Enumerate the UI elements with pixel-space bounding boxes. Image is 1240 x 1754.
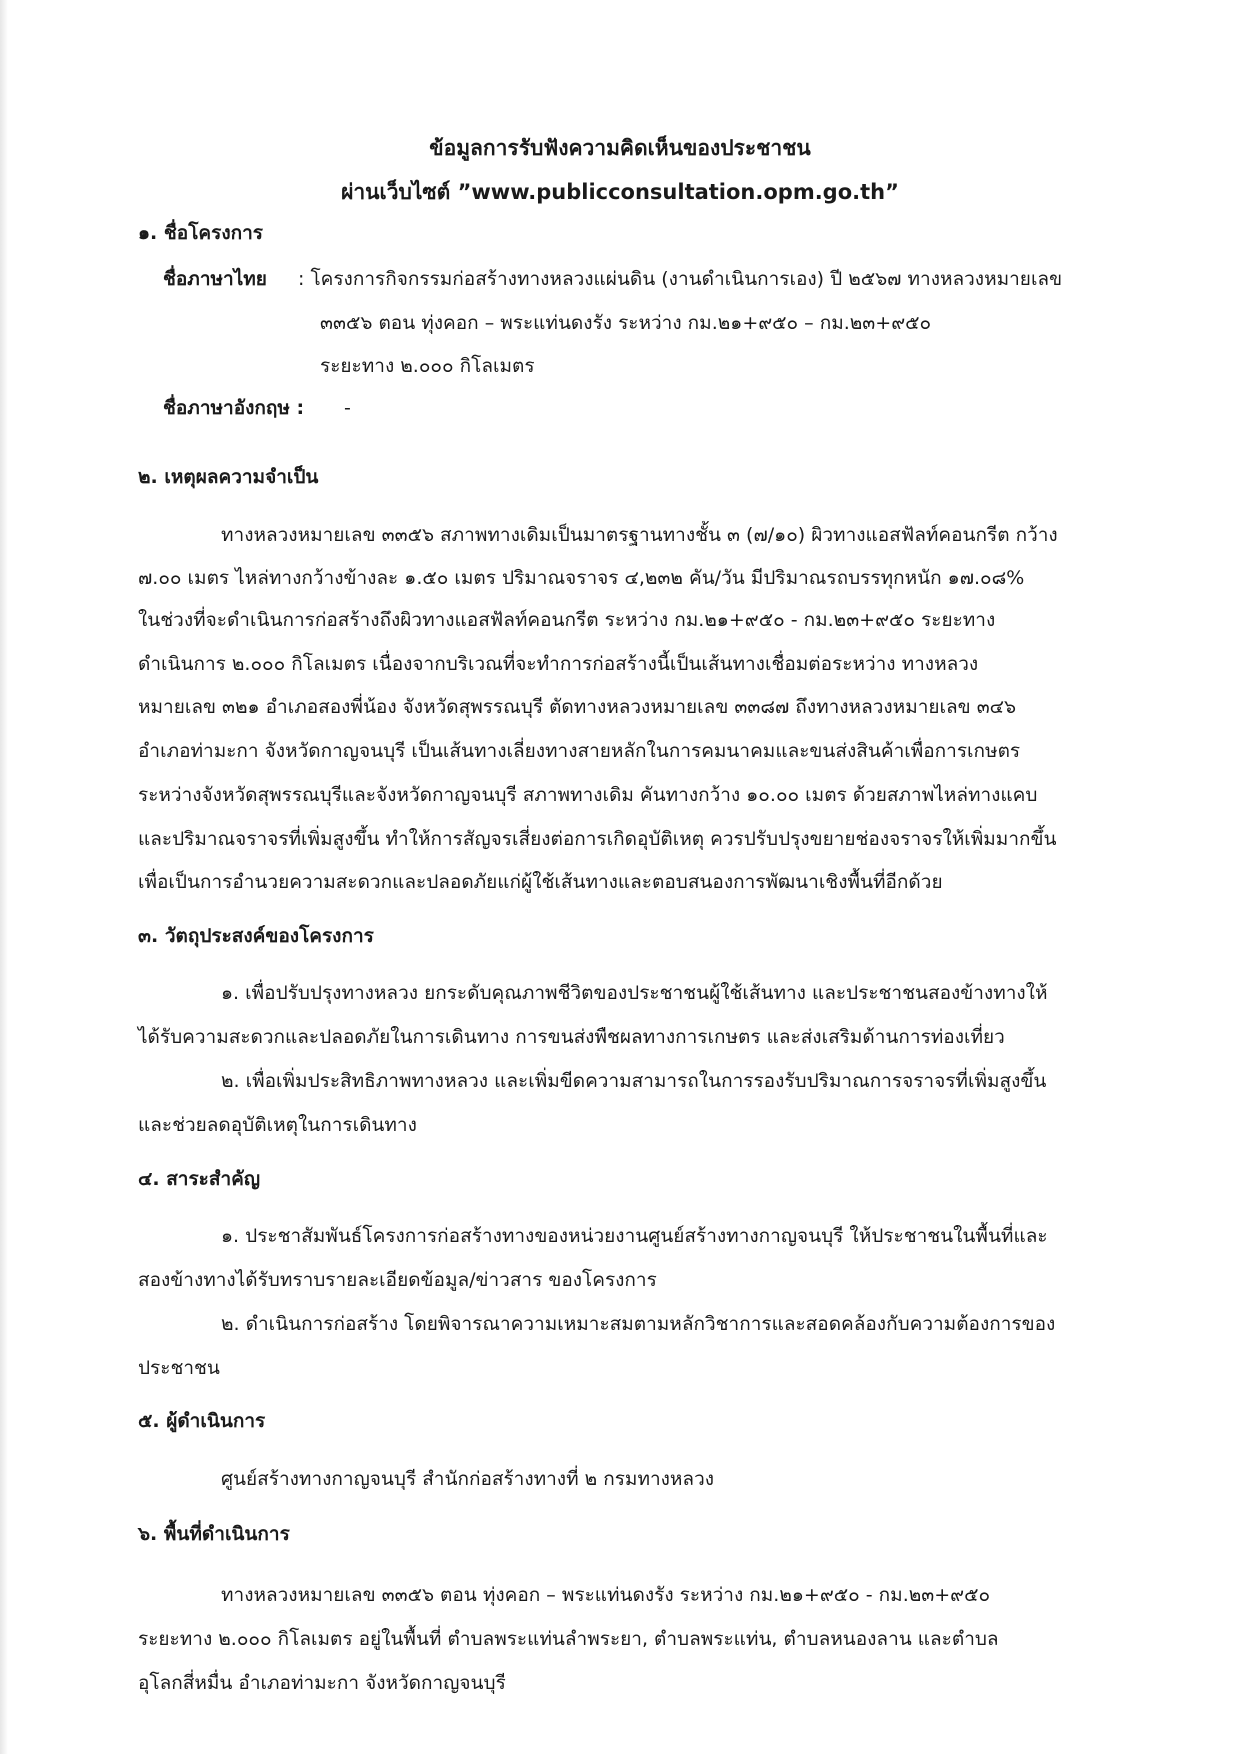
paragraph-line: อุโลกสี่หมื่น อำเภอท่ามะกา จังหวัดกาญจนบุรี bbox=[138, 1672, 506, 1694]
english-name-value: - bbox=[344, 397, 351, 419]
section-3-heading: ๓. วัตถุประสงค์ของโครงการ bbox=[138, 925, 374, 947]
paragraph-line: ๑. ประชาสัมพันธ์โครงการก่อสร้างทางของหน่วยงานศูนย์สร้างทางกาญจนบุรี ให้ประชาชนในพื้นที่และ bbox=[221, 1225, 1048, 1247]
paragraph-line: สองข้างทางได้รับทราบรายละเอียดข้อมูล/ข่าวสาร ของโครงการ bbox=[138, 1269, 657, 1291]
paragraph-line: ๗.๐๐ เมตร ไหล่ทางกว้างข้างละ ๑.๕๐ เมตร ปริมาณจราจร ๔,๒๓๒ คัน/วัน มีปริมาณรถบรรทุกหนัก ๑๗.๐๘% bbox=[138, 567, 1025, 589]
paragraph-line: ๒. เพื่อเพิ่มประสิทธิภาพทางหลวง และเพิ่มขีดความสามารถในการรองรับปริมาณการจราจรที่เพิ่มสูงขึ้น bbox=[221, 1070, 1047, 1092]
section-1-heading: ๑. ชื่อโครงการ bbox=[138, 222, 263, 244]
scan-edge-shadow bbox=[0, 0, 8, 1754]
document-subtitle: ผ่านเว็บไซต์ ”www.publicconsultation.opm.go.th” bbox=[341, 180, 899, 204]
thai-name-value-line1: : โครงการกิจกรรมก่อสร้างทางหลวงแผ่นดิน (งานดำเนินการเอง) ปี ๒๕๖๗ ทางหลวงหมายเลข bbox=[298, 268, 1063, 290]
paragraph-line: เพื่อเป็นการอำนวยความสะดวกและปลอดภัยแก่ผู้ใช้เส้นทางและตอบสนองการพัฒนาเชิงพื้นที่อีกด้วย bbox=[138, 871, 943, 893]
paragraph-line: ได้รับความสะดวกและปลอดภัยในการเดินทาง การขนส่งพืชผลทางการเกษตร และส่งเสริมด้านการท่องเที่ยว bbox=[138, 1026, 1005, 1048]
thai-name-value-line3: ระยะทาง ๒.๐๐๐ กิโลเมตร bbox=[320, 355, 535, 377]
section-2-heading: ๒. เหตุผลความจำเป็น bbox=[138, 466, 319, 488]
paragraph-line: ระยะทาง ๒.๐๐๐ กิโลเมตร อยู่ในพื้นที่ ตำบลพระแท่นลำพระยา, ตำบลพระแท่น, ตำบลหนองลาน และตำบล bbox=[138, 1628, 999, 1650]
section-5-heading: ๕. ผู้ดำเนินการ bbox=[138, 1410, 266, 1432]
paragraph-line: ๒. ดำเนินการก่อสร้าง โดยพิจารณาความเหมาะสมตามหลักวิชาการและสอดคล้องกับความต้องการของ bbox=[221, 1313, 1056, 1335]
section-4-heading: ๔. สาระสำคัญ bbox=[138, 1168, 261, 1190]
paragraph-line: ประชาชน bbox=[138, 1357, 220, 1379]
paragraph-line: ทางหลวงหมายเลข ๓๓๕๖ สภาพทางเดิมเป็นมาตรฐานทางชั้น ๓ (๗/๑๐) ผิวทางแอสฟัลท์คอนกรีต กว้าง bbox=[221, 524, 1058, 546]
paragraph-line: ในช่วงที่จะดำเนินการก่อสร้างถึงผิวทางแอสฟัลท์คอนกรีต ระหว่าง กม.๒๑+๙๕๐ - กม.๒๓+๙๕๐ ระยะทาง bbox=[138, 609, 996, 631]
paragraph-line: ดำเนินการ ๒.๐๐๐ กิโลเมตร เนื่องจากบริเวณที่จะทำการก่อสร้างนี้เป็นเส้นทางเชื่อมต่อระหว่าง ทางหลวง bbox=[138, 653, 979, 675]
paragraph-line: ระหว่างจังหวัดสุพรรณบุรีและจังหวัดกาญจนบุรี สภาพทางเดิม คันทางกว้าง ๑๐.๐๐ เมตร ด้วยสภาพไหล่ทางแคบ bbox=[138, 784, 1038, 806]
section-6-heading: ๖. พื้นที่ดำเนินการ bbox=[138, 1523, 290, 1545]
thai-name-label: ชื่อภาษาไทย bbox=[163, 268, 267, 290]
paragraph-line: อำเภอท่ามะกา จังหวัดกาญจนบุรี เป็นเส้นทางเลี่ยงทางสายหลักในการคมนาคมและขนส่งสินค้าเพื่อการเกษตร bbox=[138, 740, 1021, 762]
paragraph-line: และช่วยลดอุบัติเหตุในการเดินทาง bbox=[138, 1114, 417, 1136]
paragraph-line: ๑. เพื่อปรับปรุงทางหลวง ยกระดับคุณภาพชีวิตของประชาชนผู้ใช้เส้นทาง และประชาชนสองข้างทางให้ bbox=[221, 982, 1048, 1004]
thai-name-value-line2: ๓๓๕๖ ตอน ทุ่งคอก – พระแท่นดงรัง ระหว่าง กม.๒๑+๙๕๐ – กม.๒๓+๙๕๐ bbox=[320, 312, 932, 334]
document-title: ข้อมูลการรับฟังความคิดเห็นของประชาชน bbox=[429, 136, 811, 160]
paragraph-line: ทางหลวงหมายเลข ๓๓๕๖ ตอน ทุ่งคอก – พระแท่นดงรัง ระหว่าง กม.๒๑+๙๕๐ - กม.๒๓+๙๕๐ bbox=[221, 1584, 991, 1606]
paragraph-line: และปริมาณจราจรที่เพิ่มสูงขึ้น ทำให้การสัญจรเสี่ยงต่อการเกิดอุบัติเหตุ ควรปรับปรุงขยายช่องจราจรให้เพิ่มมากขึ้น bbox=[138, 828, 1057, 850]
paragraph-line: หมายเลข ๓๒๑ อำเภอสองพี่น้อง จังหวัดสุพรรณบุรี ตัดทางหลวงหมายเลข ๓๓๘๗ ถึงทางหลวงหมายเลข ๓๔๖ bbox=[138, 696, 1017, 718]
english-name-label: ชื่อภาษาอังกฤษ : bbox=[163, 397, 305, 419]
operator-line: ศูนย์สร้างทางกาญจนบุรี สำนักก่อสร้างทางที่ ๒ กรมทางหลวง bbox=[221, 1468, 715, 1490]
